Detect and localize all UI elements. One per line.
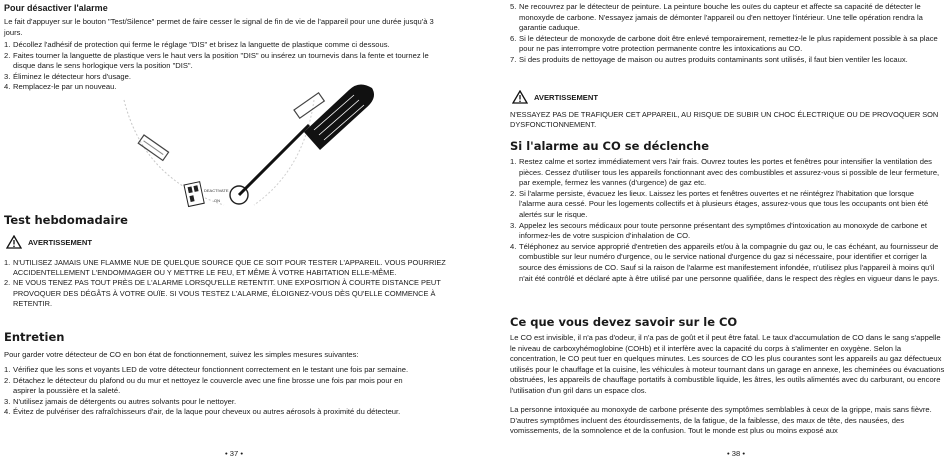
deactivate-intro: Le fait d'appuyer sur le bouton "Test/Silence" permet de faire cesser le signal de fin de vie de l'appareil pour une durée jusqu'à 3 jours. — [4, 17, 434, 37]
list-item: 2. Faites tourner la languette de plastique vers le haut vers la position "DIS" ou insérez un tournevis dans la fente et tournez le disque dans le sens horlogique vers la position "DIS". — [4, 50, 429, 71]
warning-heading — [6, 235, 92, 249]
list-item: 4. Évitez de pulvériser des rafraîchisseurs d'air, de la laque pour cheveux ou autres aérosols à proximité du détecteur. — [4, 407, 401, 417]
warning-icon — [6, 235, 22, 249]
vent-slot-icon — [138, 135, 168, 160]
list-item: 1. N'UTILISEZ JAMAIS UNE FLAMME NUE DE QUELQUE SOURCE QUE CE SOIT POUR TESTER L'APPAREIL. VOUS POURRIEZ ACCIDENTELLEMENT L'ENDOMMAGER OU Y METTRE LE FEU, ET MÊME À VOTRE HABITATION ELLE-MÊME. — [4, 258, 446, 278]
list-item: 4. Remplacez-le par un nouveau. — [4, 82, 117, 92]
weekly-warnings — [4, 258, 470, 309]
warning-heading — [512, 90, 598, 104]
warning-text: N'ESSAYEZ PAS DE TRAFIQUER CET APPAREIL, AU RISQUE DE SUBIR UN CHOC ÉLECTRIQUE OU DE PROVOQUER SON DYSFONCTIONNEMENT. — [510, 110, 939, 130]
list-item: 2. Si l'alarme persiste, évacuez les lieux. Laissez les portes et fenêtres ouvertes et ne réintégrez l'habitation que lorsque l'alarme aura cessé. Pour les logements collectifs et à plusieurs étages, assurez-vous que tous les occupants ont bien été alertés sur le risque. — [510, 188, 929, 219]
list-item: 4. Téléphonez au service approprié d'entretien des appareils et/ou à la compagnie du gaz ou, le cas échéant, au fournisseur de combustible sur leur numéro d'urgence, ou le service national d'urgence du gaz si nécessaire, pour identifier et corriger la source des émissions de CO. Sauf si la raison de l'alarme est manifestement infondée, n'utilisez plus l'appareil à moins qu'il n'ait été contrôlé et déclaré apte à être utilisé par une personne qualifiée, dans le respect des règles en vigueur dans le pays. — [510, 241, 940, 283]
weekly-test-title: Test hebdomadaire — [4, 213, 128, 227]
list-item: 1. Décollez l'adhésif de protection qui ferme le réglage "DIS" et brisez la languette de plastique comme ci dessous. — [4, 40, 390, 49]
co-facts-paragraph-2: La personne intoxiquée au monoxyde de carbone présente des symptômes semblables à ceux de la grippe, mais sans fièvre. D'autres symptômes incluent des étourdissements, de la fatigue, de la faiblesse, des maux de tête, des nausées, des vomissements, de la somnolence et de la confusion. Tout le monde est plus ou moins exposé aux — [510, 405, 932, 436]
dis-tab — [184, 182, 204, 207]
alarm-title: Si l'alarme au CO se déclenche — [510, 139, 710, 153]
list-item: 7. Si des produits de nettoyage de maison ou autres produits contaminants sont utilisés, il faut bien ventiler les locaux. — [510, 54, 908, 64]
warning-icon — [512, 90, 528, 104]
list-item: 6. Si le détecteur de monoxyde de carbone doit être enlevé temporairement, remettez-le le plus rapidement possible à sa place pour ne pas interrompre votre protection permanente contre les intoxications au CO. — [510, 33, 938, 54]
list-item: 1. Vérifiez que les sons et voyants LED de votre détecteur fonctionnent correctement en le testant une fois par semaine. — [4, 365, 409, 374]
warning-label: AVERTISSEMENT — [534, 92, 598, 102]
vent-slot-icon — [294, 93, 324, 118]
list-item: 3. Éliminez le détecteur hors d'usage. — [4, 71, 131, 81]
list-item: 1. Restez calme et sortez immédiatement vers l'air frais. Ouvrez toutes les portes et fenêtres pour intensifier la ventilation des pièces. Cessez d'utiliser tous les appareils fonctionnant avec des combustibles et assurez-vous si possible de leur fermeture, par exemple, fermez les vannes (d'urgence) de gaz etc. — [510, 157, 940, 188]
maintenance-steps-continued — [510, 2, 946, 66]
list-item: 3. Appelez les secours médicaux pour toute personne présentant des symptômes d'intoxication au monoxyde de carbone et informez-les de votre suspicion d'inhalation de CO. — [510, 220, 927, 241]
maintenance-steps — [4, 365, 424, 418]
page-number-right: • 38 • — [727, 449, 745, 458]
list-item: 5. Ne recouvrez par le détecteur de peinture. La peinture bouche les ouïes du capteur et affecte sa capacité de détecter le monoxyde de carbone. N'essayez jamais de démonter l'appareil ou d'en nettoyer l'intérieur. Une telle opération rendra la garantie caduque. — [510, 2, 923, 33]
co-facts-paragraph-1: Le CO est invisible, il n'a pas d'odeur, il n'a pas de goût et il peut être fatal. Le taux d'accumulation de CO dans le sang s'appelle le niveau de carboxyhémoglobine (COHb) et il interfère avec la capacité du corps à s'alimenter en oxygène. Selon la concentration, le CO peut tuer en quelques minutes. Les sources de CO les plus courantes sont les appareils au gaz défectueux utilisés pour le chauffage et la cuisine, les véhicules à moteur tournant dans un garage en annexe, les cheminées ou évacuations obstruées, les appareils de chauffage portatifs à combustible liquide, les âtres, les outils alimentés avec du carburant, ou encore l'utilisation d'un gril dans un espace clos. — [510, 333, 945, 395]
co-facts-title: Ce que vous devez savoir sur le CO — [510, 315, 738, 329]
warning-label: AVERTISSEMENT — [28, 237, 92, 247]
page-number-left: • 37 • — [225, 449, 243, 458]
dis-label: DEACTIVATE — [204, 188, 229, 193]
on-label: ON — [214, 198, 220, 203]
screwdriver-illustration — [104, 80, 404, 215]
maintenance-intro: Pour garder votre détecteur de CO en bon état de fonctionnement, suivez les simples mesures suivantes: — [4, 350, 359, 359]
list-item: 2. Détachez le détecteur du plafond ou du mur et nettoyez le couvercle avec une fine brosse une fois par mois pour en aspirer la poussière et la saleté. — [4, 375, 403, 396]
alarm-steps — [510, 157, 940, 284]
list-item: 3. N'utilisez jamais de détergents ou autres solvants pour le nettoyer. — [4, 396, 237, 406]
list-item: 2. NE VOUS TENEZ PAS TOUT PRÈS DE L'ALARME LORSQU'ELLE RETENTIT. UNE EXPOSITION À COURTE DISTANCE PEUT PROVOQUER DES DÉGÂTS À VOTRE OUÏE. SI VOUS TESTEZ L'ALARME, ÉLOIGNEZ-VOUS DÈS QU'ELLE COMMENCE À RETENTIR. — [4, 278, 441, 308]
maintenance-title: Entretien — [4, 330, 65, 344]
deactivate-title: Pour désactiver l'alarme — [4, 3, 108, 13]
